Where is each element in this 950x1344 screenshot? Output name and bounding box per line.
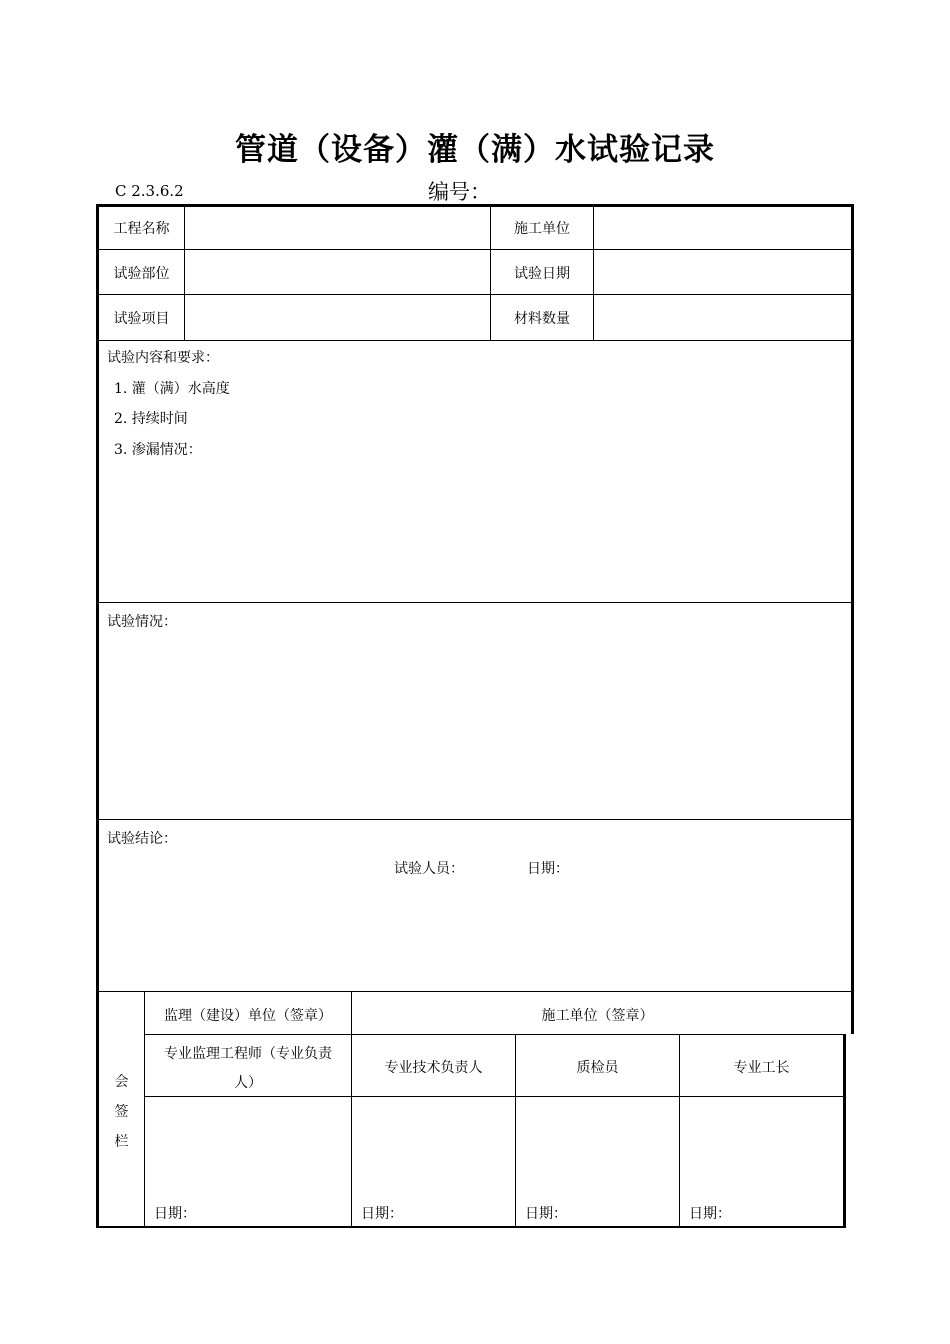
signature-date-label: 日期： bbox=[361, 1206, 403, 1222]
form-code: C 2.3.6.2 bbox=[115, 182, 184, 200]
material-quantity-label: 材料数量 bbox=[514, 311, 570, 327]
supervisor-engineer-label-cont: 人） bbox=[234, 1075, 262, 1091]
test-part-field[interactable] bbox=[186, 251, 489, 293]
test-date-field[interactable] bbox=[595, 251, 850, 293]
table-border-right-upper bbox=[851, 204, 854, 1034]
supervisor-signature-field[interactable] bbox=[146, 1098, 350, 1198]
tech-lead-signature-field[interactable] bbox=[353, 1098, 514, 1198]
side-char: 签 bbox=[114, 1104, 129, 1120]
row-divider bbox=[96, 249, 852, 250]
construction-unit-label: 施工单位 bbox=[514, 221, 570, 237]
situation-heading: 试验情况： bbox=[107, 614, 177, 630]
supervisor-engineer-label: 专业监理工程师（专业负责 bbox=[164, 1046, 332, 1062]
tester-label: 试验人员： bbox=[394, 861, 464, 877]
row-divider bbox=[96, 602, 852, 603]
col-divider bbox=[593, 205, 594, 340]
table-border-right-lower bbox=[843, 1034, 846, 1228]
col-divider bbox=[144, 991, 145, 1228]
content-item: 1. 灌（满）水高度 bbox=[114, 381, 230, 397]
content-item: 3. 渗漏情况： bbox=[114, 442, 202, 458]
test-item-label: 试验项目 bbox=[113, 311, 170, 327]
situation-field[interactable] bbox=[100, 632, 850, 817]
conclusion-date-label: 日期： bbox=[527, 861, 569, 877]
test-date-label: 试验日期 bbox=[514, 266, 570, 282]
material-quantity-field[interactable] bbox=[595, 296, 850, 339]
test-item-field[interactable] bbox=[186, 296, 489, 339]
col-divider bbox=[351, 991, 352, 1228]
signature-date-label: 日期： bbox=[689, 1206, 731, 1222]
foreman-signature-field[interactable] bbox=[681, 1098, 842, 1198]
tech-lead-label: 专业技术负责人 bbox=[384, 1060, 483, 1076]
serial-number-label: 编号： bbox=[428, 180, 491, 204]
signature-date-label: 日期： bbox=[525, 1206, 567, 1222]
test-part-label: 试验部位 bbox=[113, 266, 170, 282]
row-divider bbox=[144, 1096, 846, 1097]
project-name-field[interactable] bbox=[186, 207, 489, 248]
row-divider bbox=[144, 1034, 846, 1035]
document-title: 管道（设备）灌（满）水试验记录 bbox=[235, 132, 715, 168]
row-divider bbox=[96, 294, 852, 295]
supervisor-unit-header: 监理（建设）单位（签章） bbox=[164, 1008, 332, 1024]
construction-unit-field[interactable] bbox=[595, 207, 850, 248]
table-border-bottom bbox=[96, 1226, 846, 1228]
row-divider bbox=[96, 819, 852, 820]
side-char: 栏 bbox=[114, 1134, 129, 1150]
row-divider bbox=[96, 340, 852, 341]
side-char: 会 bbox=[114, 1074, 129, 1090]
col-divider bbox=[184, 205, 185, 340]
signature-date-label: 日期： bbox=[154, 1206, 196, 1222]
content-heading: 试验内容和要求： bbox=[107, 350, 219, 366]
content-item: 2. 持续时间 bbox=[114, 411, 188, 427]
project-name-label: 工程名称 bbox=[113, 221, 170, 237]
inspector-signature-field[interactable] bbox=[517, 1098, 678, 1198]
foreman-label: 专业工长 bbox=[733, 1060, 790, 1076]
row-divider bbox=[96, 991, 852, 992]
quality-inspector-label: 质检员 bbox=[576, 1060, 619, 1076]
conclusion-heading: 试验结论： bbox=[107, 831, 177, 847]
contractor-unit-header: 施工单位（签章） bbox=[541, 1008, 654, 1024]
